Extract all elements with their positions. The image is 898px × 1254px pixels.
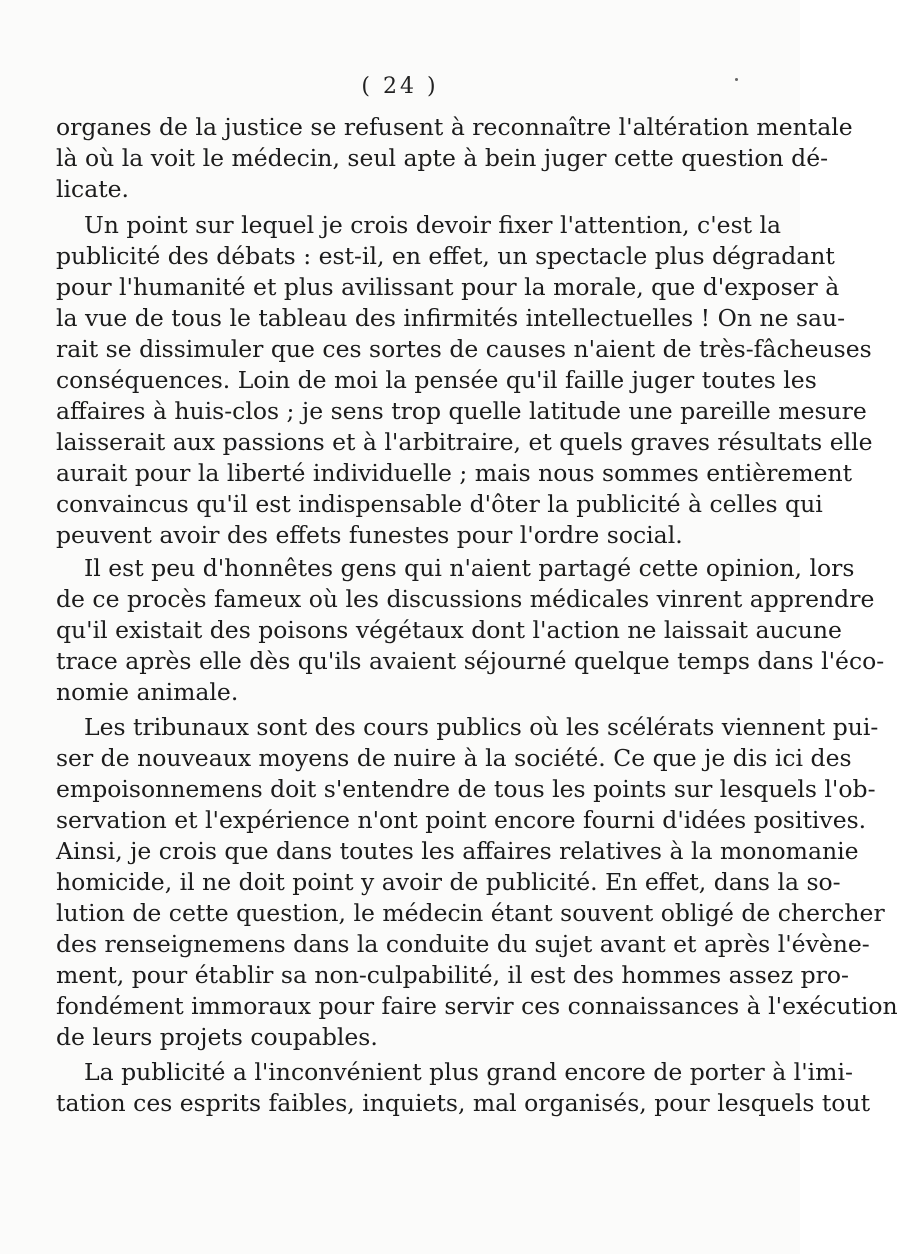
text-line: lution de cette question, le médecin étant souvent obligé de chercher xyxy=(56,899,885,927)
text-line: Il est peu d'honnêtes gens qui n'aient partagé cette opinion, lors xyxy=(84,554,855,582)
text-line: publicité des débats : est-il, en effet, un spectacle plus dégradant xyxy=(56,242,835,270)
text-line: convaincus qu'il est indispensable d'ôter la publicité à celles qui xyxy=(56,490,823,518)
text-line: peuvent avoir des effets funestes pour l'ordre social. xyxy=(56,521,683,549)
text-line: la vue de tous le tableau des infirmités intellectuelles ! On ne sau- xyxy=(56,304,846,332)
text-line: licate. xyxy=(56,175,130,203)
text-line: tation ces esprits faibles, inquiets, mal organisés, pour lesquels tout xyxy=(56,1089,871,1117)
text-line: La publicité a l'inconvénient plus grand encore de porter à l'imi- xyxy=(84,1058,853,1086)
text-line: de leurs projets coupables. xyxy=(56,1023,378,1051)
text-line: Un point sur lequel je crois devoir fixer l'attention, c'est la xyxy=(84,211,782,239)
page-number: ( 24 ) xyxy=(361,74,439,99)
text-line: pour l'humanité et plus avilissant pour la morale, que d'exposer à xyxy=(56,273,840,301)
text-line: qu'il existait des poisons végétaux dont l'action ne laissait aucune xyxy=(56,616,842,644)
text-line: aurait pour la liberté individuelle ; mais nous sommes entièrement xyxy=(56,459,853,487)
text-line: Ainsi, je crois que dans toutes les affaires relatives à la monomanie xyxy=(56,837,859,865)
text-line: homicide, il ne doit point y avoir de publicité. En effet, dans la so- xyxy=(56,868,841,896)
text-line: affaires à huis-clos ; je sens trop quelle latitude une pareille mesure xyxy=(56,397,867,425)
text-line: organes de la justice se refusent à reconnaître l'altération mentale xyxy=(56,113,853,141)
text-line: des renseignemens dans la conduite du sujet avant et après l'évène- xyxy=(56,930,870,958)
text-line: conséquences. Loin de moi la pensée qu'il faille juger toutes les xyxy=(56,366,817,394)
text-line: laisserait aux passions et à l'arbitraire, et quels graves résultats elle xyxy=(56,428,873,456)
text-line: ment, pour établir sa non-culpabilité, il est des hommes assez pro- xyxy=(56,961,849,989)
text-line: nomie animale. xyxy=(56,678,239,706)
text-line: servation et l'expérience n'ont point encore fourni d'idées positives. xyxy=(56,806,867,834)
text-line: rait se dissimuler que ces sortes de causes n'aient de très-fâcheuses xyxy=(56,335,872,363)
text-line: fondément immoraux pour faire servir ces connaissances à l'exécution xyxy=(56,992,898,1020)
text-line: ser de nouveaux moyens de nuire à la société. Ce que je dis ici des xyxy=(56,744,852,772)
text-line: trace après elle dès qu'ils avaient séjourné quelque temps dans l'éco- xyxy=(56,647,885,675)
text-line: Les tribunaux sont des cours publics où les scélérats viennent pui- xyxy=(84,713,879,741)
text-line: là où la voit le médecin, seul apte à bein juger cette question dé- xyxy=(56,144,829,172)
text-line: empoisonnemens doit s'entendre de tous les points sur lesquels l'ob- xyxy=(56,775,876,803)
text-line: de ce procès fameux où les discussions médicales vinrent apprendre xyxy=(56,585,875,613)
